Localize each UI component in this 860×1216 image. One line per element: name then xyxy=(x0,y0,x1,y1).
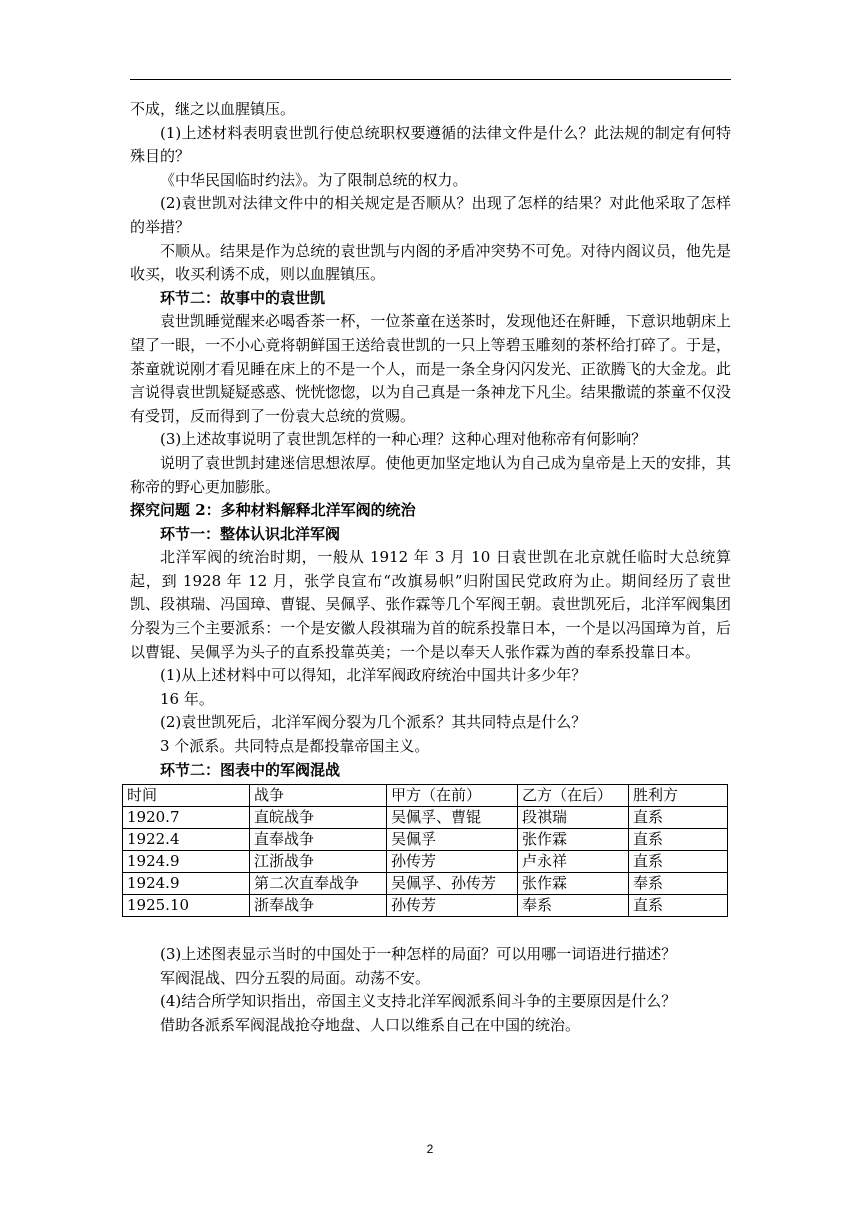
question-3: (3)上述故事说明了袁世凯怎样的一种心理？这种心理对他称帝有何影响？ xyxy=(160,430,647,449)
table-cell: 孙传芳 xyxy=(387,895,518,917)
story-paragraph: 袁世凯睡觉醒来必喝香茶一杯，一位茶童在送茶时，发现他还在鼾睡，下意识地朝床上望了一眼，一不小心竟将朝鲜国王送给袁世凯的一只上等碧玉雕刻的茶杯给打碎了。于是，茶童就说刚才看见睡在床上的不是一个人，而是一条全身闪闪发光、正欲腾飞的大金龙。此言说得袁世凯疑疑惑惑、恍恍惚惚，以为自己真是一条神龙下凡尘。结果撒谎的茶童不仅没有受罚，反而得到了一份袁大总统的赏赐。 xyxy=(130,312,731,425)
table-header-cell: 甲方（在前） xyxy=(387,785,518,807)
table-row xyxy=(123,851,728,873)
overall-paragraph: 北洋军阀的统治时期，一般从 1912 年 3 月 10 日袁世凯在北京就任临时大总统算起，到 1928 年 12 月，张学良宣布“改旗易帜”归附国民党政府为止。期间经历了袁世凯、段祺瑞、冯国璋、曹锟、吴佩孚、张作霖等几个军阀王朝。袁世凯死后，北洋军阀集团分裂为三个主要派系：一个是安徽人段祺瑞为首的皖系投靠日本，一个是以冯国璋为首，后以曹锟、吴佩孚为头子的直系投靠英美；一个是以奉天人张作霖为酋的奉系投靠日本。 xyxy=(130,548,731,661)
table-cell: 吴佩孚、曹锟 xyxy=(387,807,518,829)
table-header-cell: 战争 xyxy=(250,785,387,807)
answer-3: 说明了袁世凯封建迷信思想浓厚。使他更加坚定地认为自己成为皇帝是上天的安排，其称帝的野心更加膨胀。 xyxy=(130,453,731,496)
spacer xyxy=(130,917,731,943)
table-cell: 直皖战争 xyxy=(250,807,387,829)
section-heading-overall: 环节一：整体认识北洋军阀 xyxy=(160,524,341,543)
section-heading-story: 环节二：故事中的袁世凯 xyxy=(160,288,326,307)
table-cell: 第二次直奉战争 xyxy=(250,873,387,895)
page-number: 2 xyxy=(426,1142,434,1156)
table-row xyxy=(123,895,728,917)
table-cell: 直系 xyxy=(629,895,728,917)
answer-7: 借助各派系军阀混战抢夺地盘、人口以维系自己在中国的统治。 xyxy=(160,1016,581,1034)
question-5: (2)袁世凯死后，北洋军阀分裂为几个派系？其共同特点是什么？ xyxy=(160,713,587,732)
answer-5: 3 个派系。共同特点是都投靠帝国主义。 xyxy=(160,737,430,756)
table-header-cell: 时间 xyxy=(123,785,250,807)
table-row xyxy=(123,829,728,851)
table-cell: 1925.10 xyxy=(123,895,250,917)
question-4: (1)从上述材料中可以得知，北洋军阀政府统治中国共计多少年？ xyxy=(160,666,587,685)
table-cell: 段祺瑞 xyxy=(518,807,629,829)
table-cell: 浙奉战争 xyxy=(250,895,387,917)
table-cell: 1922.4 xyxy=(123,829,250,851)
paragraph-continuation: 不成，继之以血腥镇压。 xyxy=(130,100,296,118)
document-body xyxy=(127,98,731,1038)
table-cell: 奉系 xyxy=(629,873,728,895)
answer-2: 不顺从。结果是作为总统的袁世凯与内阁的矛盾冲突势不可免。对待内阁议员，他先是收买，收买利诱不成，则以血腥镇压。 xyxy=(130,241,731,284)
table-cell: 江浙战争 xyxy=(250,851,387,873)
table-cell: 1924.9 xyxy=(123,873,250,895)
table-cell: 孙传芳 xyxy=(387,851,518,873)
table-cell: 直系 xyxy=(629,829,728,851)
answer-6: 军阀混战、四分五裂的局面。动荡不安。 xyxy=(160,968,431,987)
table-cell: 直系 xyxy=(629,851,728,873)
table-cell: 张作霖 xyxy=(518,829,629,851)
table-cell: 奉系 xyxy=(518,895,629,917)
table-cell: 直系 xyxy=(629,807,728,829)
table-cell: 1924.9 xyxy=(123,851,250,873)
question-1: (1)上述材料表明袁世凯行使总统职权要遵循的法律文件是什么？此法规的制定有何特殊目的？ xyxy=(130,123,731,166)
table-row xyxy=(123,873,728,895)
table-cell: 吴佩孚、孙传芳 xyxy=(387,873,518,895)
table-row xyxy=(123,807,728,829)
table-header-row xyxy=(123,785,728,807)
answer-4: 16 年。 xyxy=(160,689,214,708)
question-7: (4)结合所学知识指出，帝国主义支持北洋军阀派系间斗争的主要原因是什么？ xyxy=(160,992,677,1011)
table-cell: 吴佩孚 xyxy=(387,829,518,851)
answer-1: 《中华民国临时约法》。为了限制总统的权力。 xyxy=(160,170,468,189)
table-cell: 张作霖 xyxy=(518,873,629,895)
question-2: (2)袁世凯对法律文件中的相关规定是否顺从？出现了怎样的结果？对此他采取了怎样的举措？ xyxy=(130,194,731,236)
warlord-wars-table xyxy=(122,784,728,917)
table-cell: 直奉战争 xyxy=(250,829,387,851)
table-header-cell: 胜利方 xyxy=(629,785,728,807)
header-rule xyxy=(130,79,731,80)
section-heading-chart: 环节二：图表中的军阀混战 xyxy=(160,760,341,779)
table-cell: 1920.7 xyxy=(123,807,250,829)
table-header-cell: 乙方（在后） xyxy=(518,785,629,807)
question-6: (3)上述图表显示当时的中国处于一种怎样的局面？可以用哪一词语进行描述？ xyxy=(160,945,677,964)
topic-heading-2: 探究问题 2：多种材料解释北洋军阀的统治 xyxy=(130,501,416,520)
table-cell: 卢永祥 xyxy=(518,851,629,873)
